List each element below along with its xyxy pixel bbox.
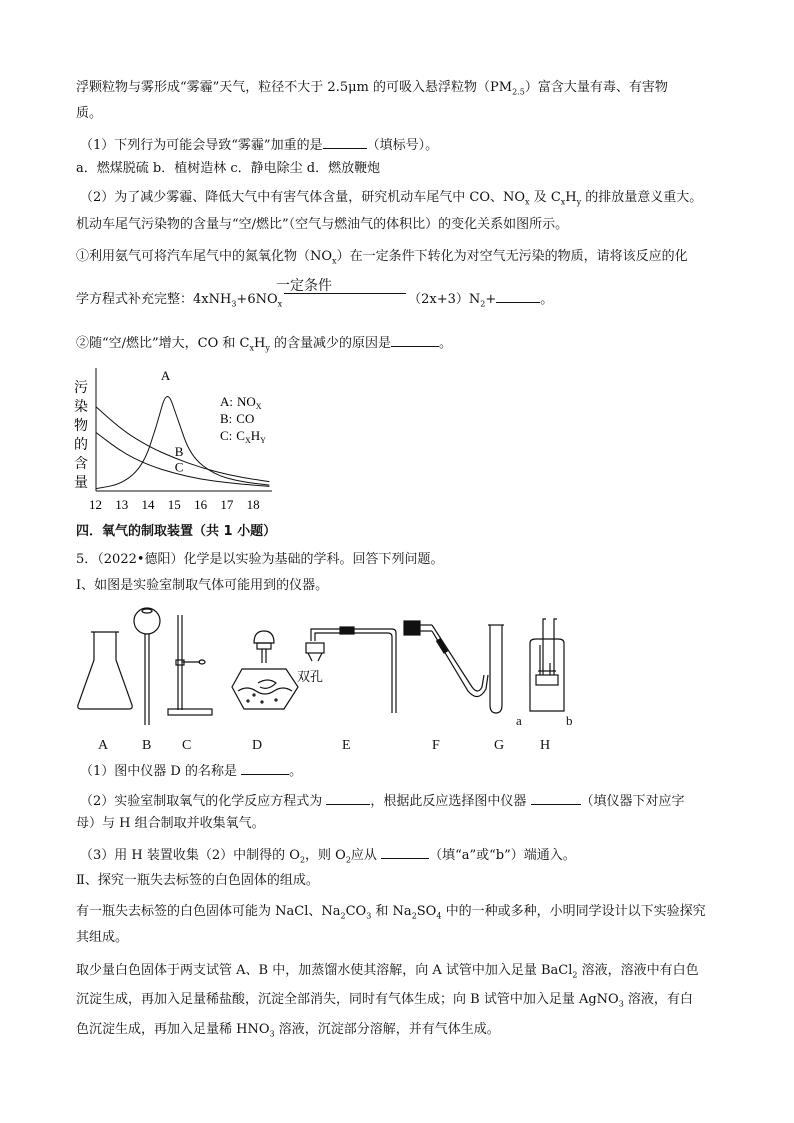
- s3-sub-2: 2: [345, 855, 351, 865]
- label-C: C: [182, 738, 192, 753]
- q2-sub-x2: x: [560, 197, 566, 207]
- gas-bottle-icon: [530, 619, 564, 711]
- x-tick-labels: [89, 497, 260, 512]
- p4-a: 沉淀生成，再加入足量稀盐酸，沉淀全部消失，同时有气体生成；向 B 试管中加入足量 AgNO: [76, 992, 619, 1007]
- q5-sub1: [80, 760, 302, 781]
- q5-para-1: [76, 903, 706, 921]
- eq-text-e: 。: [540, 292, 554, 307]
- label-B: B: [142, 738, 152, 753]
- q5-para-3: [76, 991, 693, 1009]
- reaction-condition: 一定条件: [276, 278, 332, 294]
- p4-s1: 3: [618, 999, 624, 1009]
- q2-sub-y: y: [576, 197, 582, 207]
- label-D: D: [252, 738, 263, 753]
- q2-sub-3x: x: [332, 256, 337, 266]
- s1-end: 。: [289, 764, 303, 779]
- curve-label-c: C: [174, 459, 184, 475]
- q2-line-3: [76, 248, 688, 266]
- y-label-char: 污: [74, 381, 88, 396]
- legend-c-name2: H: [250, 428, 261, 443]
- q2-text-5a: ②随“空/燃比”增大，CO 和 C: [76, 336, 250, 351]
- q1-options: [76, 160, 380, 178]
- q1-answer-blank[interactable]: [323, 134, 367, 149]
- legend-c-key: C:: [220, 428, 233, 443]
- q5-part-ii: Ⅱ、探究一瓶失去标签的白色固体的组成。: [76, 873, 319, 888]
- pm-subscript: 2.5: [512, 87, 525, 97]
- p3-a: 取少量白色固体于两支试管 A、B 中，加蒸馏水使其溶解，向 A 试管中加入足量 BaCl: [76, 963, 573, 978]
- p1-s3: 2: [411, 911, 417, 921]
- alcohol-lamp-icon: [232, 631, 298, 709]
- q1-end: （填标号）。: [366, 138, 439, 153]
- p4-b: 溶液，有白: [623, 992, 693, 1007]
- conical-flask-icon: [78, 632, 132, 709]
- q2-text-3b: ）在一定条件下转化为对空气无污染的物质，请将该反应的化: [336, 249, 688, 264]
- s3-text: （3）用 H 装置收集（2）中制得的 O: [80, 848, 300, 863]
- q2-text-5b: H: [254, 336, 266, 351]
- y-label-char: 物: [74, 419, 88, 434]
- q2-sub-x: x: [525, 197, 530, 207]
- x-tick-label: 17: [220, 497, 234, 512]
- y-axis-label: [74, 380, 88, 491]
- legend-a: [220, 394, 262, 411]
- q2-text-b: 及 C: [529, 190, 561, 205]
- label-E: E: [342, 738, 351, 753]
- s2-blank-2[interactable]: [531, 790, 581, 805]
- s3-text-d: （填“a”或“b”）端通入。: [429, 848, 576, 863]
- intro-line-2: [76, 105, 102, 123]
- q2-text-h: H: [565, 190, 577, 205]
- q1-options-text: a．燃煤脱硫 b．植树造林 c．静电除尘 d．燃放鞭炮: [76, 161, 381, 176]
- intro-text-2: 质。: [76, 106, 103, 121]
- apparatus-labels: [98, 738, 550, 753]
- intro-text: 浮颗粒物与雾形成“雾霾”天气，粒径不大于 2.5μm 的可吸入悬浮粒物（PM: [76, 80, 513, 95]
- q5-title: 5．（2022•德阳）化学是以实验为基础的学科。回答下列问题。: [76, 552, 444, 567]
- s2-text-b: ，根据此反应选择图中仪器: [370, 794, 531, 809]
- apparatus-figure: [72, 605, 592, 755]
- eq-text-a: 学方程式补充完整：4xNH: [76, 292, 232, 307]
- legend: [220, 394, 266, 445]
- q5-para-1-cont: 其组成。: [76, 930, 129, 945]
- x-tick-label: 18: [246, 497, 260, 512]
- section-heading: 四．氧气的制取装置（共 1 小题）: [76, 524, 277, 539]
- eq-text-d: +: [485, 292, 497, 307]
- curve-label-a: A: [160, 368, 171, 384]
- pollutant-chart: [72, 366, 282, 518]
- p1-d: SO: [416, 904, 437, 919]
- label-b: b: [566, 713, 573, 728]
- intro-text-end: ）富含大量有毒、有害物: [524, 80, 668, 95]
- q5-sub3: [80, 844, 576, 865]
- bent-tube-icon: [404, 621, 488, 697]
- p1-s1: 2: [340, 911, 346, 921]
- s3-blank[interactable]: [381, 844, 429, 859]
- p3-s1: 2: [572, 970, 578, 980]
- legend-b-name: CO: [236, 411, 255, 426]
- eq-answer-blank[interactable]: [496, 288, 540, 303]
- curve-label-b: B: [174, 444, 184, 460]
- legend-c-sub: X: [244, 436, 251, 445]
- p5-s1: 3: [269, 1029, 275, 1039]
- test-tube-icon: [488, 625, 504, 713]
- p5-b: 溶液，沉淀部分溶解，并有气体生成。: [274, 1022, 500, 1037]
- q2-text-5d: 。: [439, 336, 453, 351]
- eq-text-b: +6NO: [236, 292, 278, 307]
- label-F: F: [432, 738, 440, 753]
- iron-stand-icon: [168, 615, 212, 715]
- s3-text-c: 应从: [350, 848, 382, 863]
- legend-a-sub: X: [255, 402, 262, 411]
- legend-a-name: NO: [237, 394, 256, 409]
- p1-c: 和 Na: [371, 904, 412, 919]
- y-label-char: 染: [74, 400, 88, 415]
- p1-s2: 3: [366, 911, 372, 921]
- y-label-char: 的: [74, 438, 88, 453]
- legend-b-key: B:: [220, 411, 233, 426]
- q2-text-2: 机动车尾气污染物的含量与“空/燃比”（空气与燃油气的体积比）的变化关系如图所示。: [76, 217, 569, 232]
- q5-part-i: Ⅰ、如图是实验室制取气体可能用到的仪器。: [76, 578, 329, 593]
- eq-sub-3: 2: [480, 299, 486, 309]
- legend-c: [220, 428, 266, 445]
- label-A: A: [98, 738, 109, 753]
- funnel-icon: [134, 608, 160, 725]
- s1-text: （1）图中仪器 D 的名称是: [80, 764, 242, 779]
- label-G: G: [494, 738, 505, 753]
- legend-b: [220, 411, 254, 426]
- q5-para-4: [76, 1021, 500, 1039]
- y-label-char: 含: [74, 457, 88, 472]
- legend-c-name: C: [236, 428, 245, 443]
- label-a: a: [516, 713, 522, 728]
- q2-line-1: [80, 189, 702, 207]
- legend-c-sub2: Y: [260, 436, 266, 445]
- q2-reason-blank[interactable]: [391, 332, 439, 347]
- q2-text-5c: 的含量减少的原因是: [269, 336, 392, 351]
- p3-b: 溶液，溶液中有白色: [577, 963, 699, 978]
- q2-text-3a: ①利用氨气可将汽车尾气中的氮氧化物（NO: [76, 249, 333, 264]
- s2-text-c: （填仪器下对应字: [580, 794, 685, 809]
- p1-b: CO: [345, 904, 367, 919]
- eq-sub-1: 3: [231, 299, 237, 309]
- p1-s4: 4: [436, 911, 442, 921]
- q2-sub-5x: x: [249, 343, 255, 353]
- x-tick-label: 16: [194, 497, 208, 512]
- y-label-char: 量: [74, 476, 88, 491]
- q2-line-2: [76, 216, 568, 234]
- q1-question: [80, 134, 438, 155]
- x-tick-label: 13: [115, 497, 129, 512]
- eq-sub-2: x: [277, 299, 283, 309]
- q5-sub2-cont: 母）与 H 组合制取并收集氧气。: [76, 816, 265, 831]
- s3-text-b: ，则 O: [305, 848, 346, 863]
- p1-a: 有一瓶失去标签的白色固体可能为 NaCl、Na: [76, 904, 341, 919]
- p1-e: 中的一种或多种，小明同学设计以下实验探究: [441, 904, 706, 919]
- double-hole-label: 双孔: [297, 670, 324, 685]
- q5-sub2: [80, 790, 685, 811]
- s2-blank-1[interactable]: [326, 790, 370, 805]
- q2-text-a: （2）为了减少雾霾、降低大气中有害气体含量，研究机动车尾气中 CO、NO: [80, 190, 526, 205]
- q1-text: （1）下列行为可能会导致“雾霾”加重的是: [80, 138, 323, 153]
- x-tick-label: 15: [167, 497, 181, 512]
- q2-sub-5y: y: [265, 343, 270, 353]
- legend-a-key: A:: [220, 394, 233, 409]
- x-tick-label: 12: [89, 497, 102, 512]
- s1-blank[interactable]: [241, 760, 289, 775]
- intro-line-1: [76, 79, 668, 97]
- s2-text: （2）实验室制取氧气的化学反应方程式为: [80, 794, 327, 809]
- q2-text-f: 的排放量意义重大。: [581, 190, 703, 205]
- label-H: H: [540, 738, 551, 753]
- s3-sub-1: 2: [299, 855, 306, 865]
- x-tick-label: 14: [141, 497, 155, 512]
- q5-para-2: [76, 962, 699, 980]
- p5-a: 色沉淀生成，再加入足量稀 HNO: [76, 1022, 270, 1037]
- q2-line-5: [76, 332, 452, 353]
- eq-text-c: （2x+3）N: [408, 292, 481, 307]
